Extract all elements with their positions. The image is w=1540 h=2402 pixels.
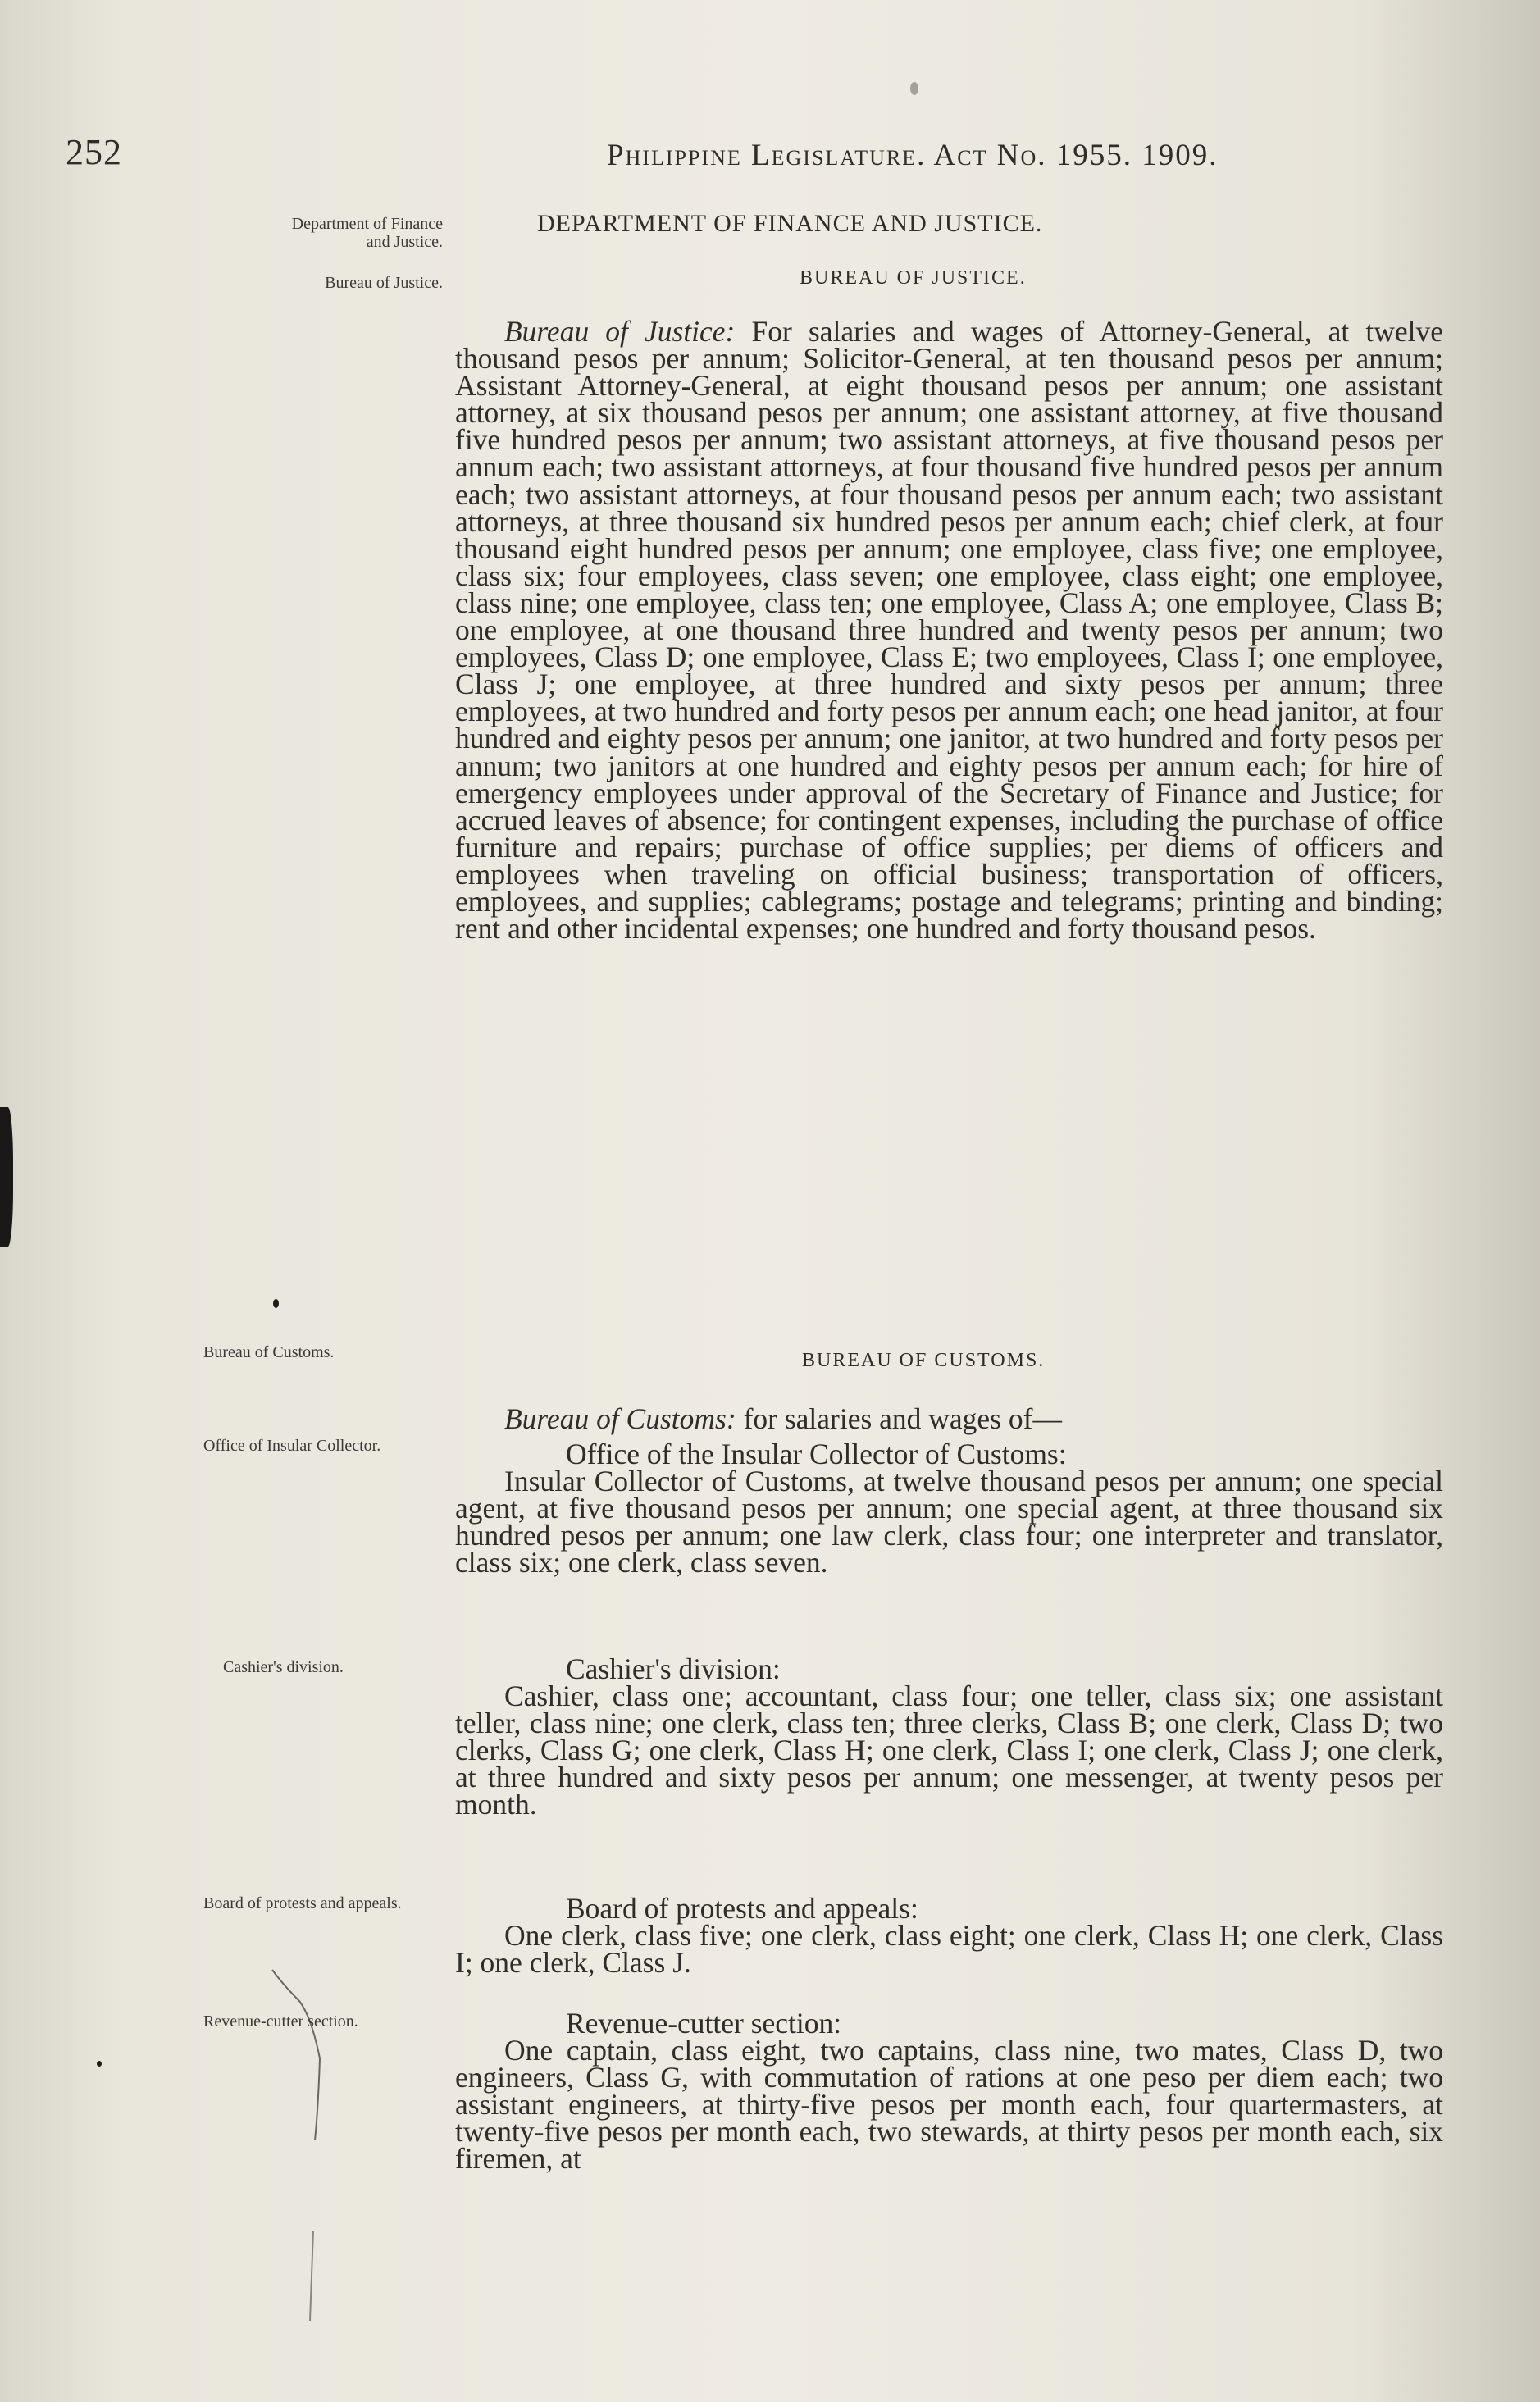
margin-note-revenue-cutter: Revenue-cutter section. [203,2012,358,2031]
running-head: Philippine Legislature. Act No. 1955. 1909. [607,139,1219,172]
page-edge-shadow [0,1107,13,1247]
cashier-text: Cashier, class one; accountant, class four; one teller, class six; one assistant teller, class nine; one clerk, class ten; three clerks, Class B; one clerk, Class D; two clerks, Class G; one clerk, Class H; one clerk, Class I; one clerk, Class J; one clerk, at three hundred and sixty pesos per annum; one messenger, at twenty pesos per month. [455,1680,1443,1821]
margin-note-cashier: Cashier's division. [223,1658,344,1676]
bureau-justice-heading: BUREAU OF JUSTICE. [800,267,1027,289]
ink-speck [910,82,918,95]
margin-note-bureau-customs: Bureau of Customs. [203,1343,335,1361]
revenue-text: One captain, class eight, two captains, class nine, two mates, Class D, two engineers, Class G, with commutation of rations at one peso per diem each; two assistant engineers, at thirty-five pesos per month each, four quartermasters, at twenty-five pesos per month each, two stewards, at thirty pesos per month each, six firemen, at [455,2034,1443,2176]
cashier-paragraph [455,1680,1443,1821]
collector-text: Insular Collector of Customs, at twelve thousand pesos per annum; one special agent, at five thousand pesos per annum; one special agent, at three thousand six hundred pesos per annum; one law clerk, class four; one interpreter and translator, class six; one clerk, class seven. [455,1465,1443,1579]
bureau-customs-heading: BUREAU OF CUSTOMS. [802,1350,1046,1371]
collector-heading: Office of the Insular Collector of Customs: [566,1438,1067,1470]
customs-intro [455,1402,1443,1435]
collector-paragraph [455,1465,1443,1579]
board-paragraph [455,1919,1443,1980]
customs-lead: Bureau of Customs: [504,1402,736,1435]
customs-intro-text: for salaries and wages of— [743,1402,1062,1435]
justice-paragraph [455,315,1444,946]
revenue-heading: Revenue-cutter section: [566,2007,842,2040]
revenue-paragraph [455,2034,1443,2176]
cashier-heading: Cashier's division: [566,1652,781,1685]
margin-note-insular-collector: Office of Insular Collector. [203,1437,381,1455]
ink-speck [273,1299,279,1308]
board-text: One clerk, class five; one clerk, class eight; one clerk, Class H; one clerk, Class I; one clerk, Class J. [455,1919,1443,1980]
ink-speck [97,2061,102,2067]
margin-note-board: Board of protests and appeals. [203,1894,402,1912]
justice-lead: Bureau of Justice: [504,315,736,348]
board-heading: Board of protests and appeals: [566,1892,918,1925]
margin-note-bureau-justice: Bureau of Justice. [325,274,443,292]
justice-text: For salaries and wages of Attorney-General, at twelve thousand pesos per annum; Solicitor-General, at ten thousand pesos per annum; Assistant Attorney-General, at eight thousand pesos per annum; one assistant attorney, at six thousand pesos per annum; one assistant attorney, at five thousand five hundred pesos per annum; two assistant attorneys, at five thousand pesos per annum each; two assistant attorneys, at four thousand five hundred pesos per annum each; two assistant attorneys, at four thousand pesos per annum each; two assistant attorneys, at three thousand six hundred pesos per annum each; chief clerk, at four thousand eight hundred pesos per annum; one employee, class five; one employee, class six; four employees, class seven; one employee, class eight; one employee, class nine; one employee, class ten; one employee, Class A; one employee, Class B; one employee, at one thousand three hundred and twenty pesos per annum; two employees, Class D; one employee, Class E; two employees, Class I; one employee, Class J; one employee, at three hundred and sixty pesos per annum; three employees, at two hundred and forty pesos per annum each; one head janitor, at four hundred and eighty pesos per annum; one janitor, at two hundred and forty pesos per annum; two janitors at one hundred and eighty pesos per annum each; for hire of emergency employees under approval of the Secretary of Finance and Justice; for accrued leaves of absence; for contingent expenses, including the purchase of office furniture and repairs; purchase of office supplies; per diems of officers and employees when traveling on official business; transportation of officers, employees, and supplies; cablegrams; postage and telegrams; printing and binding; rent and other incidental expenses; one hundred and forty thousand pesos. [455,315,1444,946]
margin-note-department: Department of Finance and Justice. [291,215,443,251]
department-heading: DEPARTMENT OF FINANCE AND JUSTICE. [537,210,1043,237]
page-number: 252 [66,132,122,172]
